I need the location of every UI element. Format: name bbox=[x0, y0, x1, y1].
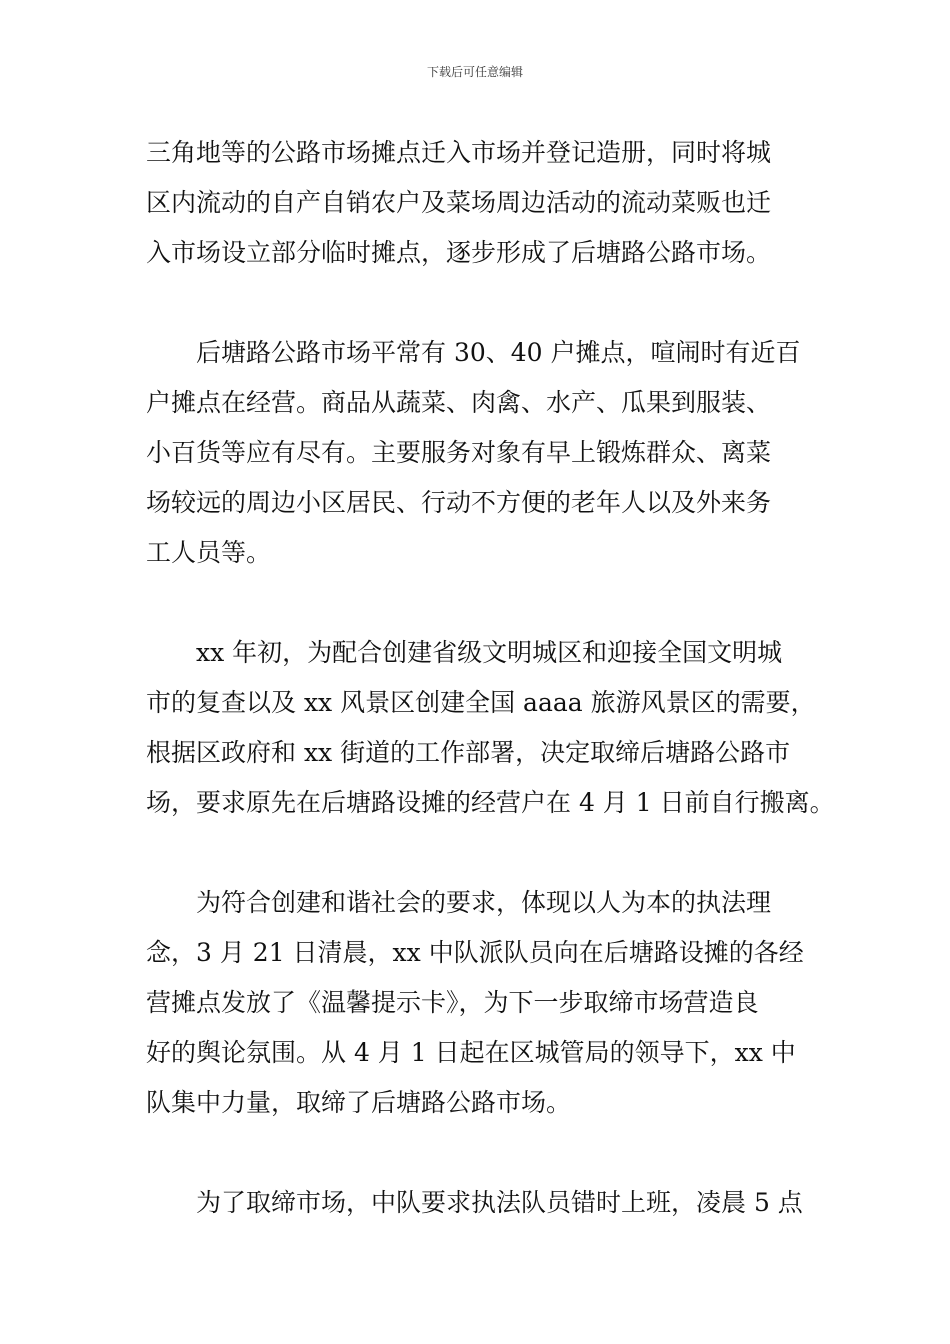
text-line: 好的舆论氛围。从 4 月 1 日起在区城管局的领导下，xx 中 bbox=[146, 1038, 796, 1067]
text-line: 后塘路公路市场平常有 30、40 户摊点，喧闹时有近百 bbox=[196, 338, 801, 367]
text-line: 户摊点在经营。商品从蔬菜、肉禽、水产、瓜果到服装、 bbox=[146, 388, 772, 417]
text-line: 市的复查以及 xx 风景区创建全国 aaaa 旅游风景区的需要， bbox=[146, 688, 816, 717]
paragraph-gap bbox=[146, 1128, 816, 1178]
text-line: 场，要求原先在后塘路设摊的经营户在 4 月 1 日前自行搬离。 bbox=[146, 788, 835, 817]
text-line: 根据区政府和 xx 街道的工作部署，决定取缔后塘路公路市 bbox=[146, 738, 791, 767]
paragraph-gap bbox=[146, 278, 816, 328]
document-body bbox=[146, 128, 835, 1228]
text-line: xx 年初，为配合创建省级文明城区和迎接全国文明城 bbox=[196, 638, 783, 667]
paragraph-gap bbox=[146, 828, 816, 878]
paragraph-gap bbox=[146, 578, 816, 628]
text-line: 为符合创建和谐社会的要求，体现以人为本的执法理 bbox=[196, 888, 772, 917]
text-line: 念，3 月 21 日清晨，xx 中队派队员向在后塘路设摊的各经 bbox=[146, 938, 804, 967]
paragraph-4 bbox=[146, 878, 816, 1128]
paragraph-5 bbox=[146, 1178, 816, 1228]
text-line: 小百货等应有尽有。主要服务对象有早上锻炼群众、离菜 bbox=[146, 438, 772, 467]
paragraph-1 bbox=[146, 128, 816, 278]
paragraph-3 bbox=[146, 628, 835, 828]
page-header: 下载后可任意编辑 bbox=[426, 65, 523, 79]
text-line: 入市场设立部分临时摊点，逐步形成了后塘路公路市场。 bbox=[146, 238, 772, 267]
text-line: 三角地等的公路市场摊点迁入市场并登记造册，同时将城 bbox=[146, 138, 772, 167]
text-line: 场较远的周边小区居民、行动不方便的老年人以及外来务 bbox=[146, 488, 772, 517]
text-line: 为了取缔市场，中队要求执法队员错时上班，凌晨 5 点 bbox=[196, 1188, 803, 1217]
text-line: 队集中力量，取缔了后塘路公路市场。 bbox=[146, 1088, 572, 1117]
text-line: 区内流动的自产自销农户及菜场周边活动的流动菜贩也迁 bbox=[146, 188, 772, 217]
text-line: 工人员等。 bbox=[146, 538, 272, 567]
paragraph-2 bbox=[146, 328, 816, 578]
text-line: 营摊点发放了《温馨提示卡》，为下一步取缔市场营造良 bbox=[146, 988, 759, 1017]
